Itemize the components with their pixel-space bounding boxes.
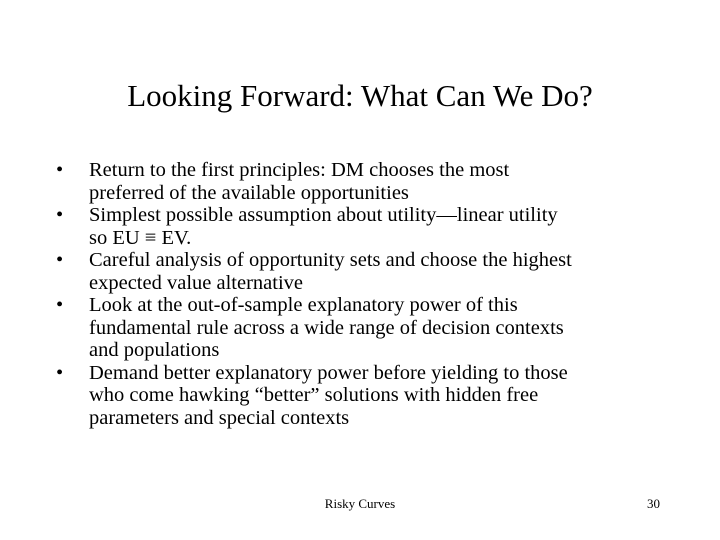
bullet-text-line: parameters and special contexts [89, 406, 350, 429]
bullet-text-line: Careful analysis of opportunity sets and choose the highest [89, 249, 572, 271]
bullet-icon: • [56, 159, 64, 181]
bullet-text-line: Simplest possible assumption about utility—linear utility [89, 204, 558, 226]
bullet-text-line: Look at the out-of-sample explanatory power of this [89, 294, 518, 316]
slide-title: Looking Forward: What Can We Do? [127, 78, 593, 113]
bullet-item [56, 362, 676, 430]
bullet-text-line: and populations [89, 339, 220, 361]
page-number: 30 [647, 496, 660, 511]
bullet-text-line: Return to the first principles: DM chooses the most [89, 159, 510, 181]
bullet-icon: • [56, 294, 64, 316]
bullet-icon: • [56, 249, 64, 271]
bullet-text-line: Demand better explanatory power before yielding to those [89, 361, 568, 384]
bullet-item [56, 204, 676, 249]
bullet-item [56, 249, 676, 294]
bullet-text-line: expected value alternative [89, 271, 303, 294]
footer-text: Risky Curves [324, 496, 396, 511]
bullet-text-line: who come hawking “better” solutions with hidden free [89, 384, 539, 406]
bullet-icon: • [56, 204, 64, 226]
bullet-text-line: so EU ≡ EV. [89, 226, 192, 249]
bullet-list [56, 159, 676, 429]
bullet-item [56, 159, 676, 204]
bullet-icon: • [56, 361, 64, 384]
bullet-text-line: preferred of the available opportunities [89, 181, 409, 204]
bullet-item [56, 294, 676, 362]
bullet-text-line: fundamental rule across a wide range of decision contexts [89, 316, 564, 339]
